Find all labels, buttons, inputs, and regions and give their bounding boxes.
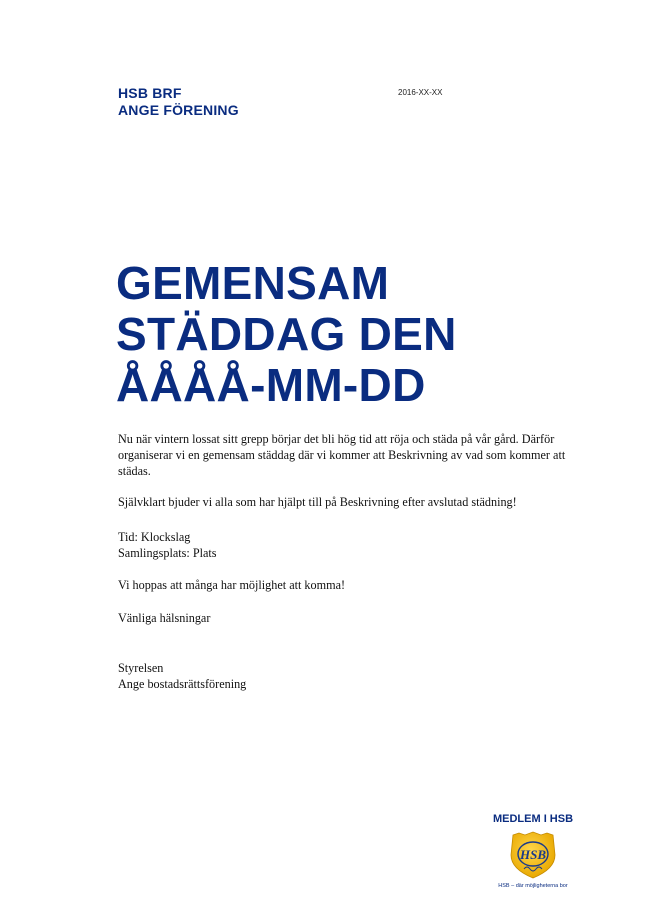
signature-association: Ange bostadsrättsförening <box>118 677 247 691</box>
thanks-paragraph: Självklart bjuder vi alla som har hjälpt till på Beskrivning efter avslutad städning! <box>118 495 517 509</box>
signature-board: Styrelsen <box>118 661 164 675</box>
headline-line-3: ÅÅÅÅ-MM-DD <box>116 359 426 411</box>
hsb-logo-icon <box>505 829 561 881</box>
association-name-line-2: ANGE FÖRENING <box>118 102 239 118</box>
member-label: MEDLEM I HSB <box>492 813 574 825</box>
logo-lettering: HSB <box>519 847 547 862</box>
hope-paragraph: Vi hoppas att många har möjlighet att komma! <box>118 578 346 592</box>
greeting-line: Vänliga hälsningar <box>118 611 211 625</box>
document-date: 2016-XX-XX <box>398 88 443 97</box>
association-name-line-1: HSB BRF <box>118 85 182 101</box>
hsb-tagline: HSB – där möjligheterna bor <box>498 883 568 889</box>
meeting-place-line: Samlingsplats: Plats <box>118 546 217 560</box>
time-line: Tid: Klockslag <box>118 530 191 544</box>
headline <box>116 258 636 411</box>
intro-paragraph: Nu när vintern lossat sitt grepp börjar det bli hög tid att röja och städa på vår gård. Därför organiserar vi en gemensam städdag där vi kommer att Beskrivning av vad som kommer att städas. <box>118 432 566 478</box>
headline-line-2: STÄDDAG DEN <box>116 308 457 360</box>
headline-line-1: GEMENSAM <box>116 257 390 309</box>
